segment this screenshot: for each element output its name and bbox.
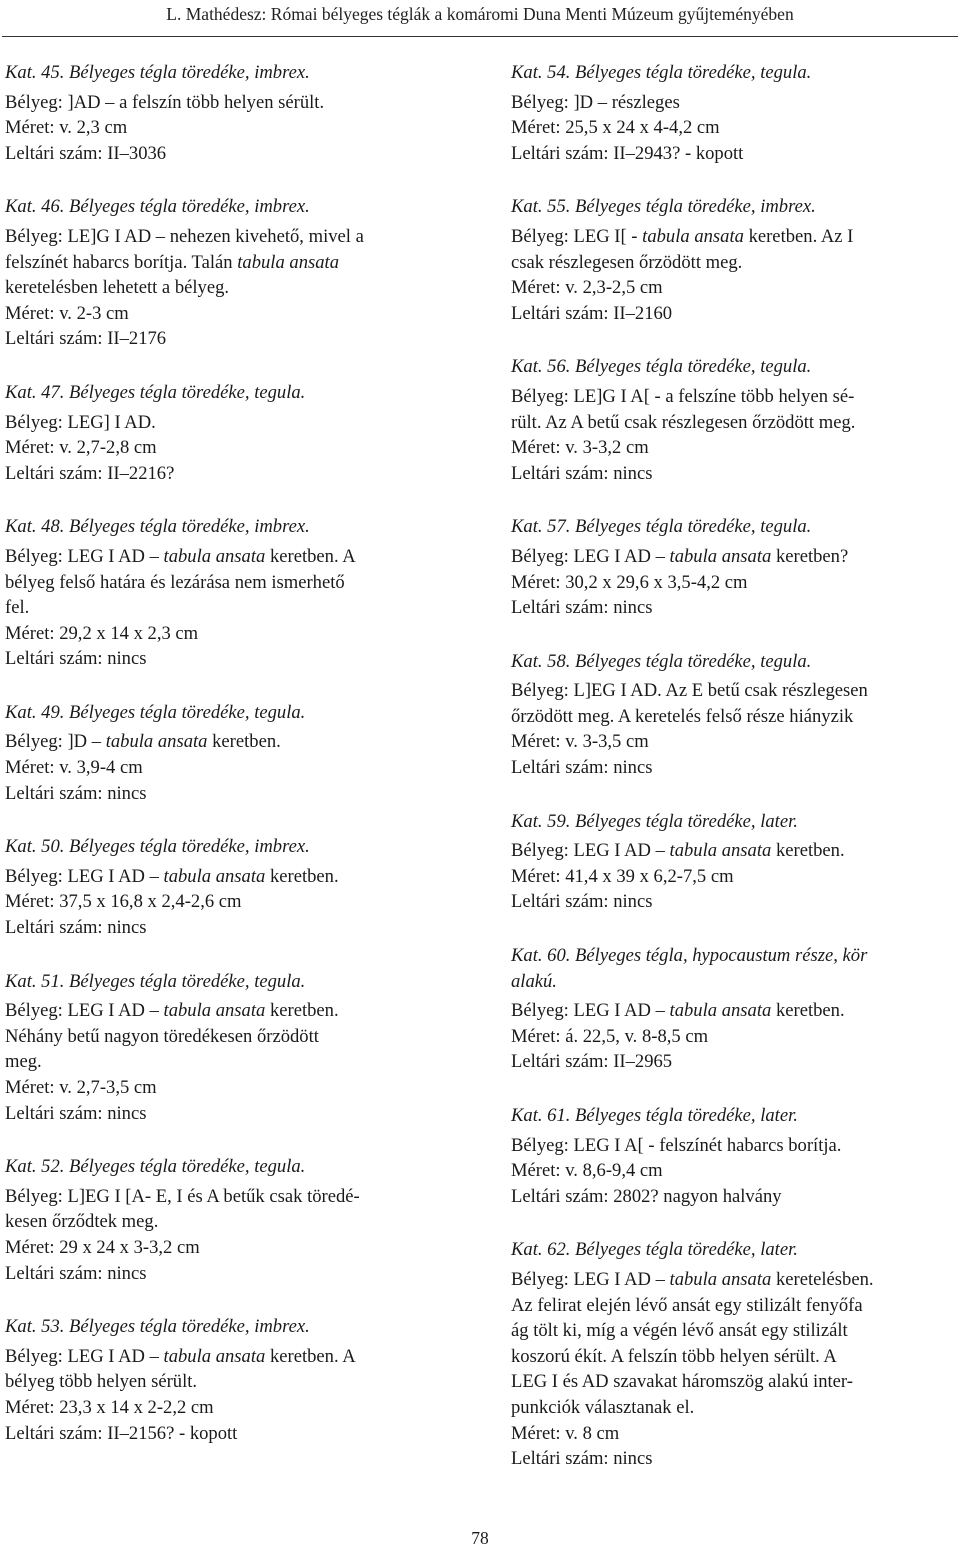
- right-column: [511, 60, 959, 1472]
- stamp-description-cont: Néhány betű nagyon töredékesen őrzödött: [5, 1025, 319, 1047]
- entry-heading: Kat. 51. Bélyeges tégla töredéke, tegula.: [5, 970, 306, 992]
- inventory-number: Leltári szám: II–2156? - kopott: [5, 1422, 238, 1444]
- stamp-description-cont: bélyeg felső határa és lezárása nem ismerhető: [5, 571, 345, 593]
- dimensions: Méret: v. 2,3-2,5 cm: [511, 277, 663, 299]
- entry-heading: Kat. 55. Bélyeges tégla töredéke, imbrex.: [511, 196, 816, 218]
- stamp-description: Bélyeg: L]EG I AD. Az E betű csak részlegesen: [511, 680, 868, 702]
- catalog-entry-61: [511, 1103, 959, 1209]
- stamp-description-cont: felszínét habarcs borítja. Talán tabula ansata: [5, 251, 339, 273]
- entry-heading: Kat. 61. Bélyeges tégla töredéke, later.: [511, 1105, 798, 1126]
- page-number: 78: [471, 1528, 489, 1548]
- inventory-number: Leltári szám: nincs: [511, 1448, 653, 1470]
- dimensions: Méret: v. 8,6-9,4 cm: [511, 1160, 663, 1182]
- stamp-description: Bélyeg: LEG I AD – tabula ansata keretben.: [5, 865, 339, 887]
- stamp-description-cont: kesen őrződtek meg.: [5, 1211, 159, 1233]
- stamp-description-cont: csak részlegesen őrzödött meg.: [511, 251, 743, 273]
- left-column: [5, 60, 453, 1446]
- entry-heading: Kat. 45. Bélyeges tégla töredéke, imbrex.: [5, 62, 310, 83]
- stamp-description-cont: rült. Az A betű csak részlegesen őrzödött meg.: [511, 411, 856, 433]
- stamp-description: Bélyeg: LEG I[ - tabula ansata keretben. Az I: [511, 225, 854, 247]
- stamp-description: Bélyeg: L]EG I [A- E, I és A betűk csak töredé-: [5, 1185, 360, 1207]
- entry-heading: Kat. 58. Bélyeges tégla töredéke, tegula.: [511, 650, 812, 672]
- entry-heading: Kat. 60. Bélyeges tégla, hypocaustum része, kör: [511, 945, 868, 967]
- dimensions: Méret: v. 2,3 cm: [5, 117, 128, 139]
- inventory-number: Leltári szám: nincs: [5, 1102, 147, 1124]
- stamp-description: Bélyeg: LE]G I A[ - a felszíne több helyen sé-: [511, 385, 855, 407]
- stamp-description-cont: fel.: [5, 597, 30, 619]
- entry-heading: Kat. 56. Bélyeges tégla töredéke, tegula.: [511, 356, 812, 378]
- stamp-description: Bélyeg: ]AD – a felszín több helyen sérült.: [5, 91, 325, 113]
- catalog-entry-55: [511, 194, 959, 326]
- catalog-entry-62: [511, 1237, 959, 1471]
- inventory-number: Leltári szám: II–3036: [5, 142, 167, 164]
- entry-heading: Kat. 47. Bélyeges tégla töredéke, tegula.: [5, 381, 306, 403]
- stamp-description: Bélyeg: LEG I A[ - felszínét habarcs borítja.: [511, 1134, 842, 1156]
- stamp-description: Bélyeg: LEG I AD – tabula ansata keretben. A: [5, 1345, 356, 1367]
- inventory-number: Leltári szám: nincs: [5, 782, 147, 804]
- entry-heading: Kat. 52. Bélyeges tégla töredéke, tegula.: [5, 1156, 306, 1178]
- dimensions: Méret: v. 2,7-2,8 cm: [5, 437, 157, 459]
- stamp-description: Bélyeg: LEG I AD – tabula ansata keretben?: [511, 545, 849, 567]
- entry-heading: Kat. 49. Bélyeges tégla töredéke, tegula.: [5, 701, 306, 723]
- inventory-number: Leltári szám: nincs: [511, 597, 653, 619]
- inventory-number: Leltári szám: 2802? nagyon halvány: [511, 1185, 782, 1207]
- dimensions: Méret: 23,3 x 14 x 2-2,2 cm: [5, 1396, 214, 1418]
- header-rule: [2, 36, 958, 37]
- stamp-description: Bélyeg: LEG] I AD.: [5, 411, 156, 433]
- inventory-number: Leltári szám: II–2965: [511, 1051, 673, 1073]
- stamp-description-cont: bélyeg több helyen sérült.: [5, 1371, 198, 1393]
- inventory-number: Leltári szám: II–2216?: [5, 462, 175, 484]
- dimensions: Méret: v. 3-3,2 cm: [511, 437, 649, 459]
- entry-heading: Kat. 54. Bélyeges tégla töredéke, tegula.: [511, 62, 812, 83]
- catalog-entry-59: [511, 809, 959, 915]
- entry-heading: Kat. 62. Bélyeges tégla töredéke, later.: [511, 1239, 798, 1261]
- dimensions: Méret: 37,5 x 16,8 x 2,4-2,6 cm: [5, 891, 242, 913]
- stamp-description: Bélyeg: LEG I AD – tabula ansata keretelésben.: [511, 1268, 874, 1290]
- entry-heading: Kat. 48. Bélyeges tégla töredéke, imbrex.: [5, 516, 310, 538]
- catalog-entry-54: [511, 60, 959, 166]
- inventory-number: Leltári szám: nincs: [5, 1262, 147, 1284]
- stamp-description-cont: LEG I és AD szavakat háromszög alakú inter-: [511, 1371, 853, 1393]
- entry-heading: Kat. 46. Bélyeges tégla töredéke, imbrex.: [5, 196, 310, 218]
- catalog-entry-50: [5, 834, 453, 940]
- stamp-description: Bélyeg: LEG I AD – tabula ansata keretben.: [5, 1000, 339, 1022]
- catalog-entry-45: [5, 60, 453, 166]
- catalog-entry-58: [511, 649, 959, 781]
- dimensions: Méret: 25,5 x 24 x 4-4,2 cm: [511, 117, 720, 139]
- stamp-description-cont: koszorú ékít. A felszín több helyen sérült. A: [511, 1345, 837, 1367]
- dimensions: Méret: v. 3-3,5 cm: [511, 731, 649, 753]
- inventory-number: Leltári szám: II–2943? - kopott: [511, 142, 744, 164]
- stamp-description-cont: őrzödött meg. A keretelés felső része hiányzik: [511, 705, 854, 727]
- dimensions: Méret: v. 3,9-4 cm: [5, 757, 143, 779]
- catalog-entry-52: [5, 1154, 453, 1286]
- catalog-entry-46: [5, 194, 453, 352]
- entry-heading: Kat. 57. Bélyeges tégla töredéke, tegula.: [511, 516, 812, 538]
- stamp-description: Bélyeg: ]D – részleges: [511, 91, 680, 113]
- stamp-description: Bélyeg: ]D – tabula ansata keretben.: [5, 731, 281, 753]
- inventory-number: Leltári szám: II–2160: [511, 302, 673, 324]
- dimensions: Méret: 29,2 x 14 x 2,3 cm: [5, 622, 199, 644]
- entry-heading: Kat. 50. Bélyeges tégla töredéke, imbrex.: [5, 836, 310, 858]
- stamp-description-cont: ág tölt ki, míg a végén lévő ansát egy stilizált: [511, 1320, 848, 1342]
- entry-heading-cont: alakú.: [511, 970, 557, 992]
- stamp-description: Bélyeg: LEG I AD – tabula ansata keretben.: [511, 840, 845, 862]
- stamp-description: Bélyeg: LE]G I AD – nehezen kivehető, mivel a: [5, 225, 364, 247]
- dimensions: Méret: á. 22,5, v. 8-8,5 cm: [511, 1025, 709, 1047]
- entry-heading: Kat. 59. Bélyeges tégla töredéke, later.: [511, 810, 798, 832]
- catalog-entry-51: [5, 969, 453, 1127]
- running-header: L. Mathédesz: Római bélyeges téglák a komáromi Duna Menti Múzeum gyűjteményében: [166, 4, 794, 24]
- catalog-entry-57: [511, 514, 959, 620]
- entry-heading: Kat. 53. Bélyeges tégla töredéke, imbrex.: [5, 1316, 310, 1338]
- catalog-entry-48: [5, 514, 453, 672]
- dimensions: Méret: v. 2,7-3,5 cm: [5, 1077, 157, 1098]
- stamp-description: Bélyeg: LEG I AD – tabula ansata keretben.: [511, 1000, 845, 1022]
- catalog-entry-47: [5, 380, 453, 486]
- stamp-description-cont: meg.: [5, 1051, 42, 1073]
- catalog-entry-53: [5, 1314, 453, 1446]
- dimensions: Méret: 41,4 x 39 x 6,2-7,5 cm: [511, 865, 734, 887]
- inventory-number: Leltári szám: nincs: [5, 917, 147, 939]
- catalog-entry-60: [511, 943, 959, 1075]
- dimensions: Méret: 29 x 24 x 3-3,2 cm: [5, 1236, 200, 1258]
- inventory-number: Leltári szám: nincs: [511, 462, 653, 484]
- inventory-number: Leltári szám: nincs: [511, 891, 653, 913]
- stamp-description-cont: punkciók választanak el.: [511, 1396, 695, 1418]
- inventory-number: Leltári szám: II–2176: [5, 328, 167, 350]
- dimensions: Méret: 30,2 x 29,6 x 3,5-4,2 cm: [511, 571, 748, 593]
- dimensions: Méret: v. 8 cm: [511, 1422, 620, 1444]
- dimensions: Méret: v. 2-3 cm: [5, 302, 129, 324]
- inventory-number: Leltári szám: nincs: [5, 648, 147, 670]
- stamp-description: Bélyeg: LEG I AD – tabula ansata keretben. A: [5, 545, 356, 567]
- stamp-description-cont: keretelésben lehetett a bélyeg.: [5, 277, 230, 299]
- inventory-number: Leltári szám: nincs: [511, 757, 653, 779]
- catalog-entry-56: [511, 354, 959, 486]
- stamp-description-cont: Az felirat elején lévő ansát egy stilizált fenyőfa: [511, 1294, 863, 1316]
- catalog-entry-49: [5, 700, 453, 806]
